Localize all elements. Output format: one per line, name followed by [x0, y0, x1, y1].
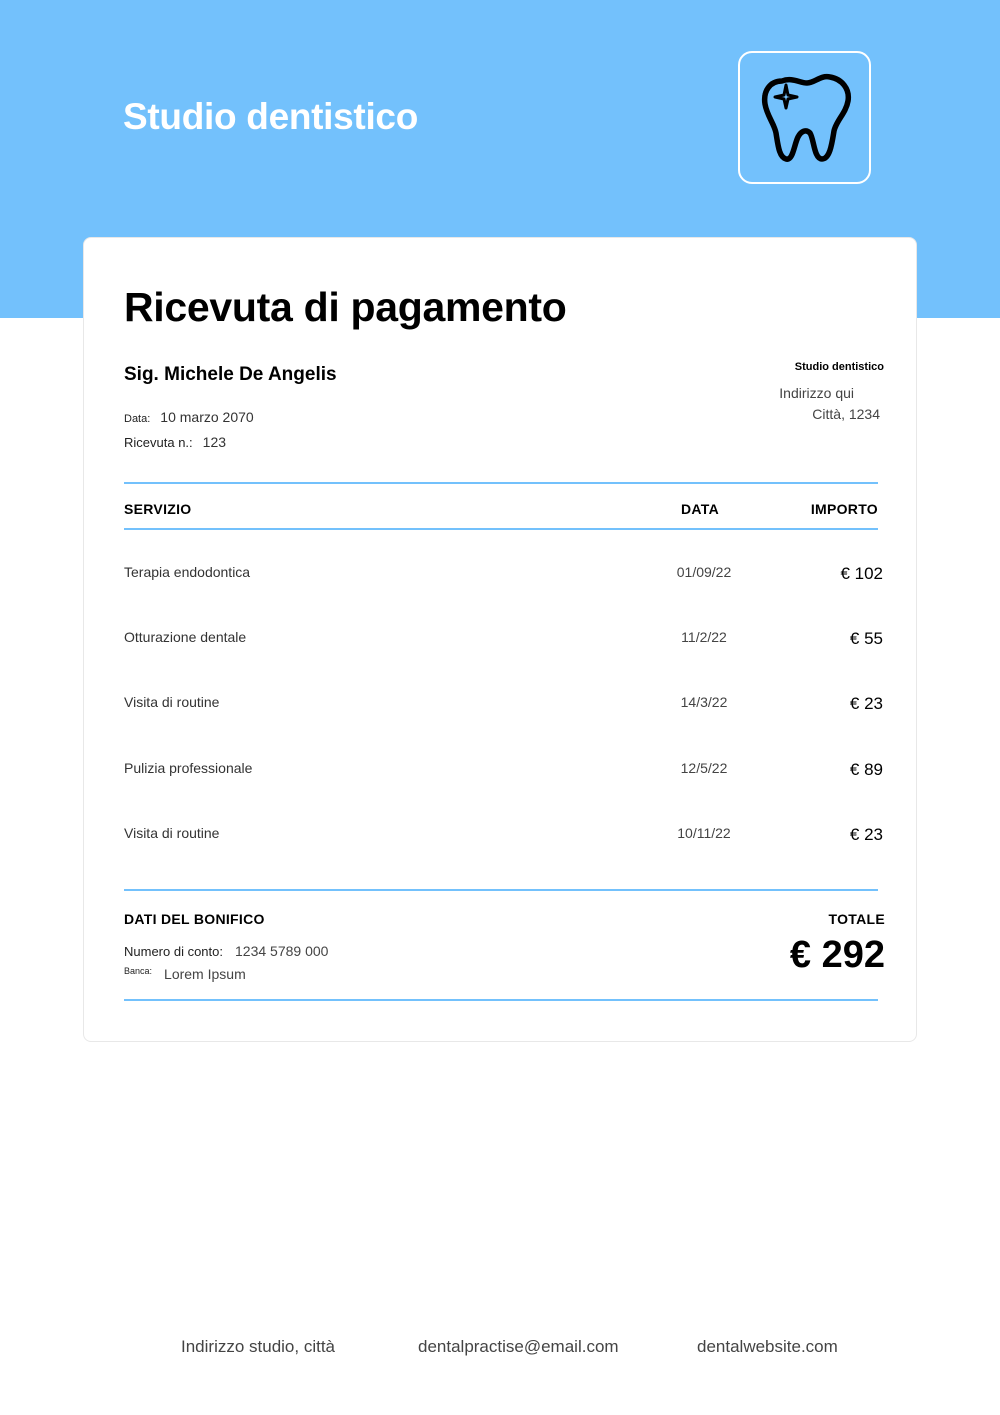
- row-date: 14/3/22: [680, 694, 728, 710]
- logo: [738, 51, 871, 184]
- table-row: [84, 694, 918, 724]
- column-header-service: SERVIZIO: [124, 501, 192, 517]
- date-label: Data:: [124, 413, 151, 425]
- divider: [124, 528, 878, 530]
- row-date: 01/09/22: [676, 564, 732, 580]
- receipt-number-value: 123: [202, 434, 227, 450]
- table-row: [84, 760, 918, 790]
- brand-title: Studio dentistico: [123, 96, 419, 137]
- date-value: 10 marzo 2070: [160, 409, 254, 425]
- row-amount: € 89: [849, 760, 883, 779]
- bank-value: Lorem Ipsum: [164, 966, 246, 982]
- divider: [124, 482, 878, 484]
- total-value: € 292: [789, 934, 885, 976]
- footer-email[interactable]: dentalpractise@email.com: [418, 1337, 619, 1356]
- footer-address: Indirizzo studio, città: [181, 1337, 336, 1356]
- row-date: 12/5/22: [680, 760, 728, 776]
- receipt-title: Ricevuta di pagamento: [124, 284, 567, 330]
- row-service: Pulizia professionale: [124, 760, 253, 776]
- row-date: 10/11/22: [677, 825, 731, 841]
- row-amount: € 55: [849, 629, 883, 648]
- bank-name: [124, 966, 246, 982]
- bank-label: Banca:: [124, 966, 153, 976]
- row-service: Visita di routine: [124, 825, 220, 841]
- receipt-number: [124, 434, 226, 450]
- table-row: [84, 825, 918, 855]
- column-header-date: DATA: [681, 501, 720, 517]
- account-number: [124, 943, 328, 959]
- studio-address: Indirizzo qui: [779, 385, 854, 401]
- divider: [124, 889, 878, 891]
- row-amount: € 23: [849, 825, 883, 844]
- column-header-amount: IMPORTO: [810, 501, 878, 517]
- row-service: Otturazione dentale: [124, 629, 247, 645]
- footer-website[interactable]: dentalwebsite.com: [697, 1337, 838, 1356]
- bank-details-title: DATI DEL BONIFICO: [124, 911, 265, 927]
- row-service: Visita di routine: [124, 694, 220, 710]
- client-name: Sig. Michele De Angelis: [124, 364, 337, 385]
- studio-name: Studio dentistico: [794, 361, 884, 373]
- row-service: Terapia endodontica: [124, 564, 251, 580]
- tooth-sparkle-icon: [760, 71, 853, 166]
- account-value: 1234 5789 000: [235, 943, 329, 959]
- row-date: 11/2/22: [681, 629, 727, 645]
- studio-info: [795, 361, 884, 373]
- table-row: [84, 564, 918, 594]
- total-label: TOTALE: [828, 911, 885, 927]
- row-amount: € 102: [840, 564, 883, 583]
- account-label: Numero di conto:: [124, 944, 223, 959]
- receipt-date: [124, 409, 254, 425]
- divider: [124, 999, 878, 1001]
- receipt-number-label: Ricevuta n.:: [124, 435, 193, 450]
- row-amount: € 23: [849, 694, 883, 713]
- table-row: [84, 629, 918, 659]
- studio-city: Città, 1234: [812, 406, 880, 422]
- receipt-card: [83, 237, 917, 1042]
